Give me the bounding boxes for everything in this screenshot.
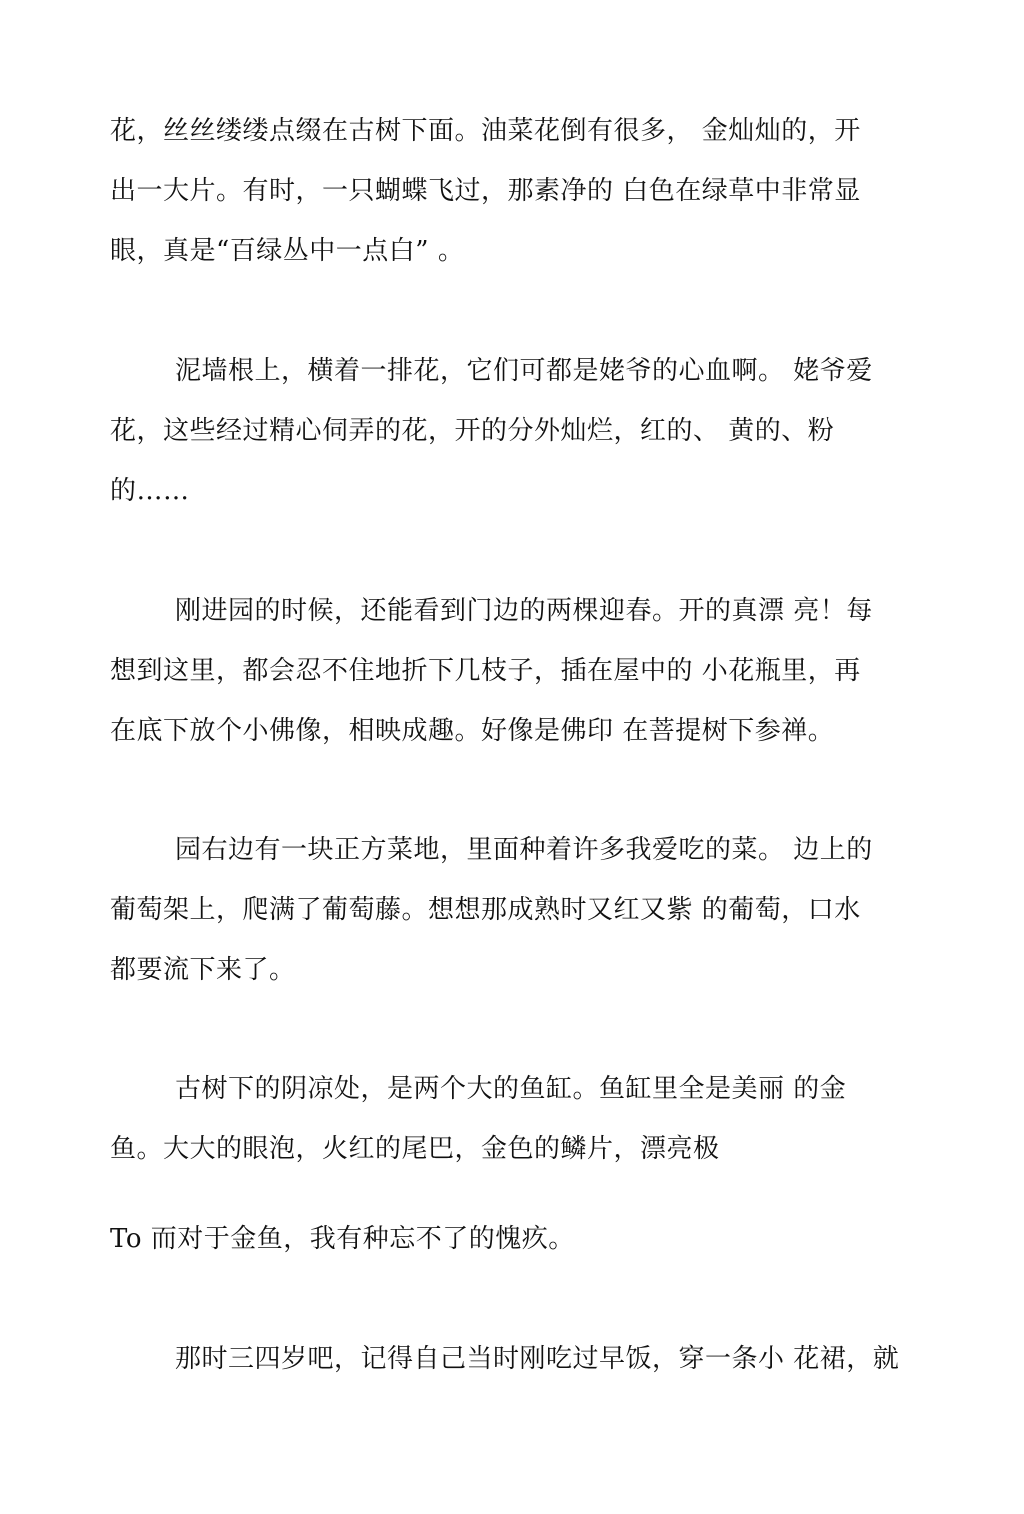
text-line-3: 眼，真是“百绿丛中一点白” 。 [110,236,465,266]
text-line-12: 都要流下来了。 [110,955,296,985]
text-line-15: To 而对于金鱼，我有种忘不了的愧疚。 [110,1224,575,1254]
text-line-7: 刚进园的时候，还能看到门边的两棵迎春。开的真漂 亮！每 [175,596,873,626]
text-line-8: 想到这里，都会忍不住地折下几枝子，插在屋中的 小花瓶里，再 [110,656,861,686]
text-line-9: 在底下放个小佛像，相映成趣。好像是佛印 在菩提树下参禅。 [110,716,835,746]
text-line-4: 泥墙根上，横着一排花，它们可都是姥爷的心血啊。 姥爷爱 [175,356,873,386]
text-line-16: 那时三四岁吧，记得自己当时刚吃过早饭，穿一条小 花裙，就 [175,1344,900,1374]
text-line-14: 鱼。大大的眼泡，火红的尾巴，金色的鳞片，漂亮极 [110,1134,720,1164]
text-line-5: 花，这些经过精心伺弄的花，开的分外灿烂，红的、 黄的、粉 [110,416,835,446]
text-line-10: 园右边有一块正方菜地，里面种着许多我爱吃的菜。 边上的 [175,835,873,865]
text-line-6: 的…… [110,476,190,506]
text-line-1: 花，丝丝缕缕点缀在古树下面。油菜花倒有很多， 金灿灿的，开 [110,116,861,146]
text-line-2: 出一大片。有时，一只蝴蝶飞过，那素净的 白色在绿草中非常显 [110,176,861,206]
text-line-11: 葡萄架上，爬满了葡萄藤。想想那成熟时又红又紫 的葡萄，口水 [110,895,861,925]
text-line-13: 古树下的阴凉处，是两个大的鱼缸。鱼缸里全是美丽 的金 [175,1074,847,1104]
